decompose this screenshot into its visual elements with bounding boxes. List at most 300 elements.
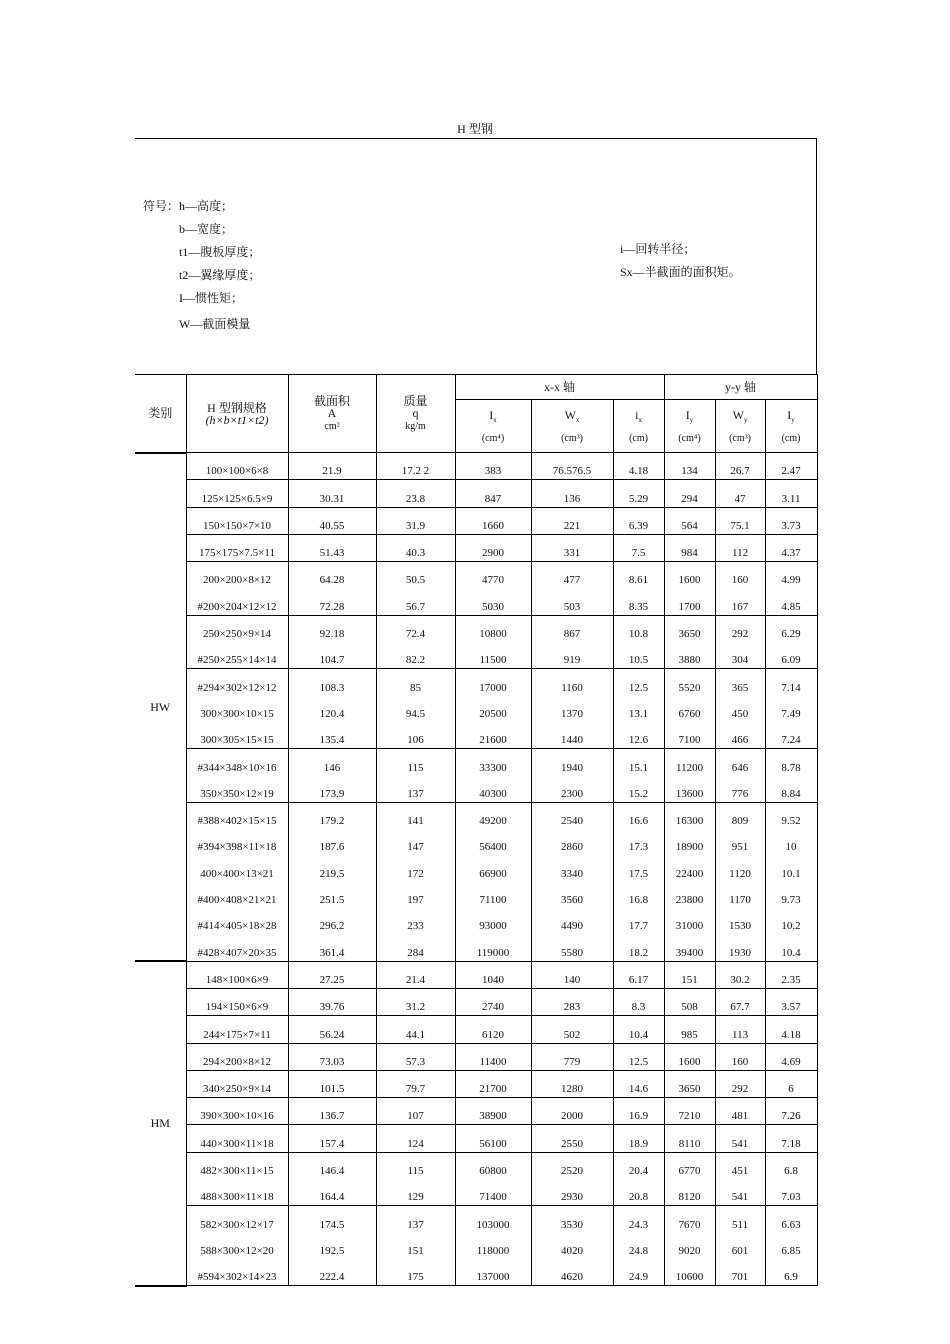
rx-cell: 16.8 bbox=[613, 882, 664, 908]
wx-cell: 3530 bbox=[531, 1206, 613, 1233]
rx-cell: 16.6 bbox=[613, 802, 664, 829]
iy-cell: 8120 bbox=[664, 1179, 715, 1206]
area-cell: 72.28 bbox=[288, 588, 376, 615]
area-cell: 174.5 bbox=[288, 1206, 376, 1233]
spec-cell: 582×300×12×17 bbox=[186, 1206, 288, 1233]
ix-cell: 66900 bbox=[455, 855, 531, 881]
mass-cell: 40.3 bbox=[376, 534, 455, 561]
wy-cell: 67.7 bbox=[715, 988, 765, 1015]
ry-cell: 3.11 bbox=[765, 480, 817, 507]
wx-cell: 477 bbox=[531, 562, 613, 589]
spec-cell: #250×255×14×14 bbox=[186, 642, 288, 669]
rx-cell: 18.2 bbox=[613, 934, 664, 961]
wx-cell: 4620 bbox=[531, 1259, 613, 1286]
mass-cell: 23.8 bbox=[376, 480, 455, 507]
table-row bbox=[135, 1233, 817, 1259]
table-row bbox=[135, 1179, 817, 1206]
ry-cell: 8.84 bbox=[765, 776, 817, 803]
wx-cell: 3560 bbox=[531, 882, 613, 908]
mass-cell: 31.9 bbox=[376, 507, 455, 534]
area-cell: 101.5 bbox=[288, 1070, 376, 1097]
wy-cell: 1170 bbox=[715, 882, 765, 908]
wy-cell: 365 bbox=[715, 669, 765, 696]
spec-cell: 400×400×13×21 bbox=[186, 855, 288, 881]
ry-cell: 8.78 bbox=[765, 749, 817, 776]
iy-header: $I_y$ (cm⁴) bbox=[664, 400, 715, 453]
area-cell: 164.4 bbox=[288, 1179, 376, 1206]
spec-cell: #388×402×15×15 bbox=[186, 802, 288, 829]
wy-cell: 160 bbox=[715, 1043, 765, 1070]
rx-cell: 5.29 bbox=[613, 480, 664, 507]
rx-cell: 17.3 bbox=[613, 829, 664, 855]
ry-cell: 9.52 bbox=[765, 802, 817, 829]
mass-header-line1: 质量 bbox=[403, 394, 428, 408]
iy-cell: 16300 bbox=[664, 802, 715, 829]
iy-cell: 10600 bbox=[664, 1259, 715, 1286]
spec-cell: 294×200×8×12 bbox=[186, 1043, 288, 1070]
rx-cell: 15.2 bbox=[613, 776, 664, 803]
spec-header bbox=[186, 375, 288, 453]
spec-cell: 482×300×11×15 bbox=[186, 1152, 288, 1179]
ix-cell: 21600 bbox=[455, 722, 531, 749]
iy-cell: 11200 bbox=[664, 749, 715, 776]
table-row bbox=[135, 588, 817, 615]
mass-cell: 129 bbox=[376, 1179, 455, 1206]
ix-cell: 21700 bbox=[455, 1070, 531, 1097]
mass-cell: 56.7 bbox=[376, 588, 455, 615]
table-row bbox=[135, 480, 817, 507]
iy-cell: 3650 bbox=[664, 615, 715, 642]
wx-cell: 1440 bbox=[531, 722, 613, 749]
legend-line: I—惯性矩； bbox=[179, 291, 243, 305]
ry-cell: 7.26 bbox=[765, 1098, 817, 1125]
area-cell: 187.6 bbox=[288, 829, 376, 855]
iy-cell: 18900 bbox=[664, 829, 715, 855]
iy-cell: 9020 bbox=[664, 1233, 715, 1259]
mass-cell: 82.2 bbox=[376, 642, 455, 669]
table-row bbox=[135, 776, 817, 803]
ix-cell: 847 bbox=[455, 480, 531, 507]
rx-cell: 10.4 bbox=[613, 1016, 664, 1043]
mass-cell: 137 bbox=[376, 776, 455, 803]
area-cell: 120.4 bbox=[288, 696, 376, 722]
ry-cell: 6.09 bbox=[765, 642, 817, 669]
wy-cell: 167 bbox=[715, 588, 765, 615]
mass-cell: 175 bbox=[376, 1259, 455, 1286]
table-row bbox=[135, 453, 817, 480]
iy-cell: 6770 bbox=[664, 1152, 715, 1179]
ix-cell: 20500 bbox=[455, 696, 531, 722]
area-cell: 157.4 bbox=[288, 1125, 376, 1152]
wx-cell: 2540 bbox=[531, 802, 613, 829]
wy-cell: 1530 bbox=[715, 908, 765, 934]
xx-axis-header: x-x 轴 bbox=[455, 375, 664, 400]
mass-cell: 197 bbox=[376, 882, 455, 908]
legend-line: b—宽度； bbox=[179, 222, 234, 236]
mass-cell: 31.2 bbox=[376, 988, 455, 1015]
spec-cell: 244×175×7×11 bbox=[186, 1016, 288, 1043]
spec-cell: 150×150×7×10 bbox=[186, 507, 288, 534]
mass-cell: 151 bbox=[376, 1233, 455, 1259]
area-cell: 219.5 bbox=[288, 855, 376, 881]
rx-cell: 4.18 bbox=[613, 453, 664, 480]
wy-header: $W_y$ (cm³) bbox=[715, 400, 765, 453]
area-cell: 51.43 bbox=[288, 534, 376, 561]
area-cell: 173.9 bbox=[288, 776, 376, 803]
table-row bbox=[135, 988, 817, 1015]
rx-cell: 16.9 bbox=[613, 1098, 664, 1125]
iy-cell: 3650 bbox=[664, 1070, 715, 1097]
ry-cell: 6.63 bbox=[765, 1206, 817, 1233]
ix-cell: 2740 bbox=[455, 988, 531, 1015]
wy-cell: 451 bbox=[715, 1152, 765, 1179]
spec-cell: #294×302×12×12 bbox=[186, 669, 288, 696]
area-cell: 27.25 bbox=[288, 961, 376, 988]
ix-cell: 4770 bbox=[455, 562, 531, 589]
iy-cell: 13600 bbox=[664, 776, 715, 803]
spec-cell: 175×175×7.5×11 bbox=[186, 534, 288, 561]
ry-cell: 6.8 bbox=[765, 1152, 817, 1179]
wx-cell: 1940 bbox=[531, 749, 613, 776]
area-cell: 192.5 bbox=[288, 1233, 376, 1259]
iy-cell: 5520 bbox=[664, 669, 715, 696]
table-row bbox=[135, 1206, 817, 1233]
area-cell: 361.4 bbox=[288, 934, 376, 961]
table-row bbox=[135, 1070, 817, 1097]
spec-header-line1: H 型钢规格 bbox=[207, 400, 267, 415]
category-cell: HM bbox=[135, 961, 186, 1286]
mass-cell: 172 bbox=[376, 855, 455, 881]
area-cell: 104.7 bbox=[288, 642, 376, 669]
mass-cell: 233 bbox=[376, 908, 455, 934]
ry-cell: 7.24 bbox=[765, 722, 817, 749]
steel-table-body bbox=[135, 453, 817, 1286]
ix-cell: 71100 bbox=[455, 882, 531, 908]
wy-cell: 75.1 bbox=[715, 507, 765, 534]
table-row bbox=[135, 1125, 817, 1152]
ix-cell: 383 bbox=[455, 453, 531, 480]
rx-cell: 13.1 bbox=[613, 696, 664, 722]
ix-cell: 11400 bbox=[455, 1043, 531, 1070]
rx-cell: 7.5 bbox=[613, 534, 664, 561]
area-header-line2: A bbox=[327, 406, 337, 420]
ry-cell: 4.37 bbox=[765, 534, 817, 561]
table-row bbox=[135, 855, 817, 881]
table-row bbox=[135, 908, 817, 934]
ry-header: $I_y$ (cm) bbox=[765, 400, 817, 453]
iy-cell: 134 bbox=[664, 453, 715, 480]
ry-cell: 3.73 bbox=[765, 507, 817, 534]
ix-cell: 56100 bbox=[455, 1125, 531, 1152]
spec-cell: 390×300×10×16 bbox=[186, 1098, 288, 1125]
iy-cell: 1600 bbox=[664, 562, 715, 589]
table-row bbox=[135, 696, 817, 722]
wy-cell: 26.7 bbox=[715, 453, 765, 480]
mass-header-unit: kg/m bbox=[405, 421, 426, 432]
ry-cell: 2.35 bbox=[765, 961, 817, 988]
ry-cell: 7.14 bbox=[765, 669, 817, 696]
symbol-legend bbox=[135, 138, 817, 374]
legend-line: 符号：h—高度； bbox=[143, 199, 234, 213]
iy-cell: 6760 bbox=[664, 696, 715, 722]
spec-cell: #414×405×18×28 bbox=[186, 908, 288, 934]
wy-cell: 1120 bbox=[715, 855, 765, 881]
area-cell: 39.76 bbox=[288, 988, 376, 1015]
spec-cell: #344×348×10×16 bbox=[186, 749, 288, 776]
ix-cell: 1660 bbox=[455, 507, 531, 534]
iy-cell: 508 bbox=[664, 988, 715, 1015]
wx-cell: 2860 bbox=[531, 829, 613, 855]
ix-header: $I_x$ (cm⁴) bbox=[455, 400, 531, 453]
spec-cell: 194×150×6×9 bbox=[186, 988, 288, 1015]
ry-cell: 6.9 bbox=[765, 1259, 817, 1286]
wy-cell: 701 bbox=[715, 1259, 765, 1286]
wy-cell: 113 bbox=[715, 1016, 765, 1043]
spec-cell: 588×300×12×20 bbox=[186, 1233, 288, 1259]
wy-cell: 47 bbox=[715, 480, 765, 507]
mass-cell: 50.5 bbox=[376, 562, 455, 589]
mass-header-line2: q bbox=[412, 406, 419, 420]
table-row bbox=[135, 1152, 817, 1179]
iy-cell: 7100 bbox=[664, 722, 715, 749]
table-row bbox=[135, 615, 817, 642]
rx-header: $i_x$ (cm) bbox=[613, 400, 664, 453]
legend-line: Sx—半截面的面积矩。 bbox=[620, 265, 741, 279]
ix-cell: 60800 bbox=[455, 1152, 531, 1179]
mass-cell: 72.4 bbox=[376, 615, 455, 642]
table-row bbox=[135, 1016, 817, 1043]
iy-cell: 23800 bbox=[664, 882, 715, 908]
wx-cell: 4490 bbox=[531, 908, 613, 934]
ix-cell: 17000 bbox=[455, 669, 531, 696]
table-row bbox=[135, 534, 817, 561]
area-cell: 56.24 bbox=[288, 1016, 376, 1043]
iy-cell: 7210 bbox=[664, 1098, 715, 1125]
wy-cell: 646 bbox=[715, 749, 765, 776]
table-row bbox=[135, 961, 817, 988]
spec-cell: 200×200×8×12 bbox=[186, 562, 288, 589]
spec-cell: 488×300×11×18 bbox=[186, 1179, 288, 1206]
wy-cell: 541 bbox=[715, 1125, 765, 1152]
wy-cell: 292 bbox=[715, 615, 765, 642]
table-row bbox=[135, 829, 817, 855]
mass-cell: 57.3 bbox=[376, 1043, 455, 1070]
wx-cell: 2520 bbox=[531, 1152, 613, 1179]
ry-cell: 7.49 bbox=[765, 696, 817, 722]
iy-cell: 564 bbox=[664, 507, 715, 534]
table-row bbox=[135, 1043, 817, 1070]
ix-cell: 71400 bbox=[455, 1179, 531, 1206]
ix-cell: 49200 bbox=[455, 802, 531, 829]
ry-cell: 10.4 bbox=[765, 934, 817, 961]
table-row bbox=[135, 562, 817, 589]
ry-cell: 4.69 bbox=[765, 1043, 817, 1070]
table-row bbox=[135, 934, 817, 961]
wx-cell: 867 bbox=[531, 615, 613, 642]
wx-cell: 136 bbox=[531, 480, 613, 507]
spec-header-line2: (h×b×t1×t2) bbox=[205, 412, 269, 427]
rx-cell: 15.1 bbox=[613, 749, 664, 776]
wx-cell: 2000 bbox=[531, 1098, 613, 1125]
wx-cell: 779 bbox=[531, 1043, 613, 1070]
wx-cell: 76.576.5 bbox=[531, 453, 613, 480]
area-cell: 108.3 bbox=[288, 669, 376, 696]
legend-line: t2—翼缘厚度； bbox=[179, 268, 261, 282]
mass-cell: 107 bbox=[376, 1098, 455, 1125]
iy-cell: 1700 bbox=[664, 588, 715, 615]
ix-cell: 6120 bbox=[455, 1016, 531, 1043]
iy-cell: 8110 bbox=[664, 1125, 715, 1152]
iy-cell: 985 bbox=[664, 1016, 715, 1043]
ry-cell: 3.57 bbox=[765, 988, 817, 1015]
area-cell: 64.28 bbox=[288, 562, 376, 589]
spec-cell: #200×204×12×12 bbox=[186, 588, 288, 615]
area-cell: 136.7 bbox=[288, 1098, 376, 1125]
ix-cell: 93000 bbox=[455, 908, 531, 934]
table-row bbox=[135, 802, 817, 829]
spec-cell: 300×300×10×15 bbox=[186, 696, 288, 722]
wx-header: $W_x$ (cm³) bbox=[531, 400, 613, 453]
area-cell: 222.4 bbox=[288, 1259, 376, 1286]
area-cell: 21.9 bbox=[288, 453, 376, 480]
mass-cell: 137 bbox=[376, 1206, 455, 1233]
ix-cell: 118000 bbox=[455, 1233, 531, 1259]
rx-cell: 24.8 bbox=[613, 1233, 664, 1259]
iy-cell: 151 bbox=[664, 961, 715, 988]
area-header bbox=[288, 375, 376, 453]
ix-cell: 119000 bbox=[455, 934, 531, 961]
page-title: H 型钢 bbox=[457, 122, 493, 136]
area-header-unit: cm² bbox=[324, 421, 340, 432]
wx-cell: 4020 bbox=[531, 1233, 613, 1259]
rx-cell: 10.8 bbox=[613, 615, 664, 642]
ix-cell: 38900 bbox=[455, 1098, 531, 1125]
table-row bbox=[135, 722, 817, 749]
ix-cell: 2900 bbox=[455, 534, 531, 561]
h-steel-table bbox=[135, 374, 818, 1287]
ry-cell: 6.85 bbox=[765, 1233, 817, 1259]
wx-cell: 919 bbox=[531, 642, 613, 669]
legend-line: W—截面模量 bbox=[179, 317, 251, 331]
area-cell: 296.2 bbox=[288, 908, 376, 934]
wy-cell: 541 bbox=[715, 1179, 765, 1206]
spec-cell: 100×100×6×8 bbox=[186, 453, 288, 480]
yy-axis-header: y-y 轴 bbox=[664, 375, 817, 400]
wy-cell: 30.2 bbox=[715, 961, 765, 988]
mass-cell: 141 bbox=[376, 802, 455, 829]
spec-cell: 340×250×9×14 bbox=[186, 1070, 288, 1097]
mass-header bbox=[376, 375, 455, 453]
wx-cell: 283 bbox=[531, 988, 613, 1015]
mass-cell: 17.2 2 bbox=[376, 453, 455, 480]
table-row bbox=[135, 507, 817, 534]
rx-cell: 8.61 bbox=[613, 562, 664, 589]
area-cell: 135.4 bbox=[288, 722, 376, 749]
mass-cell: 85 bbox=[376, 669, 455, 696]
wx-cell: 2930 bbox=[531, 1179, 613, 1206]
iy-cell: 39400 bbox=[664, 934, 715, 961]
wx-cell: 1370 bbox=[531, 696, 613, 722]
category-cell: HW bbox=[135, 453, 186, 962]
table-row bbox=[135, 1098, 817, 1125]
rx-cell: 17.7 bbox=[613, 908, 664, 934]
wy-cell: 601 bbox=[715, 1233, 765, 1259]
rx-cell: 8.35 bbox=[613, 588, 664, 615]
ry-cell: 7.18 bbox=[765, 1125, 817, 1152]
spec-cell: #428×407×20×35 bbox=[186, 934, 288, 961]
area-cell: 30.31 bbox=[288, 480, 376, 507]
spec-cell: 350×350×12×19 bbox=[186, 776, 288, 803]
wy-cell: 951 bbox=[715, 829, 765, 855]
category-header: 类别 bbox=[135, 375, 186, 453]
rx-cell: 10.5 bbox=[613, 642, 664, 669]
mass-cell: 79.7 bbox=[376, 1070, 455, 1097]
area-cell: 73.03 bbox=[288, 1043, 376, 1070]
area-cell: 251.5 bbox=[288, 882, 376, 908]
ry-cell: 7.03 bbox=[765, 1179, 817, 1206]
spec-cell: 125×125×6.5×9 bbox=[186, 480, 288, 507]
ix-cell: 103000 bbox=[455, 1206, 531, 1233]
area-cell: 146 bbox=[288, 749, 376, 776]
iy-cell: 294 bbox=[664, 480, 715, 507]
iy-cell: 984 bbox=[664, 534, 715, 561]
legend-line: t1—腹板厚度； bbox=[179, 245, 261, 259]
ry-cell: 10 bbox=[765, 829, 817, 855]
ry-cell: 10.2 bbox=[765, 908, 817, 934]
wx-cell: 1160 bbox=[531, 669, 613, 696]
mass-cell: 147 bbox=[376, 829, 455, 855]
table-row bbox=[135, 1259, 817, 1286]
rx-cell: 24.9 bbox=[613, 1259, 664, 1286]
iy-cell: 7670 bbox=[664, 1206, 715, 1233]
rx-cell: 18.9 bbox=[613, 1125, 664, 1152]
ix-cell: 33300 bbox=[455, 749, 531, 776]
wx-cell: 331 bbox=[531, 534, 613, 561]
wx-cell: 3340 bbox=[531, 855, 613, 881]
wy-cell: 466 bbox=[715, 722, 765, 749]
spec-cell: #594×302×14×23 bbox=[186, 1259, 288, 1286]
spec-cell: 250×250×9×14 bbox=[186, 615, 288, 642]
wy-cell: 304 bbox=[715, 642, 765, 669]
rx-cell: 20.8 bbox=[613, 1179, 664, 1206]
rx-cell: 24.3 bbox=[613, 1206, 664, 1233]
area-cell: 92.18 bbox=[288, 615, 376, 642]
ix-cell: 56400 bbox=[455, 829, 531, 855]
spec-cell: 300×305×15×15 bbox=[186, 722, 288, 749]
ix-cell: 5030 bbox=[455, 588, 531, 615]
wy-cell: 160 bbox=[715, 562, 765, 589]
wy-cell: 450 bbox=[715, 696, 765, 722]
ry-cell: 6 bbox=[765, 1070, 817, 1097]
wy-cell: 292 bbox=[715, 1070, 765, 1097]
rx-cell: 12.6 bbox=[613, 722, 664, 749]
ix-cell: 11500 bbox=[455, 642, 531, 669]
ry-cell: 6.29 bbox=[765, 615, 817, 642]
rx-cell: 17.5 bbox=[613, 855, 664, 881]
wx-cell: 503 bbox=[531, 588, 613, 615]
ix-cell: 137000 bbox=[455, 1259, 531, 1286]
rx-cell: 20.4 bbox=[613, 1152, 664, 1179]
mass-cell: 44.1 bbox=[376, 1016, 455, 1043]
ry-cell: 2.47 bbox=[765, 453, 817, 480]
ry-cell: 9.73 bbox=[765, 882, 817, 908]
ix-cell: 1040 bbox=[455, 961, 531, 988]
table-row bbox=[135, 642, 817, 669]
spec-cell: #400×408×21×21 bbox=[186, 882, 288, 908]
iy-cell: 1600 bbox=[664, 1043, 715, 1070]
ry-cell: 4.85 bbox=[765, 588, 817, 615]
mass-cell: 94.5 bbox=[376, 696, 455, 722]
